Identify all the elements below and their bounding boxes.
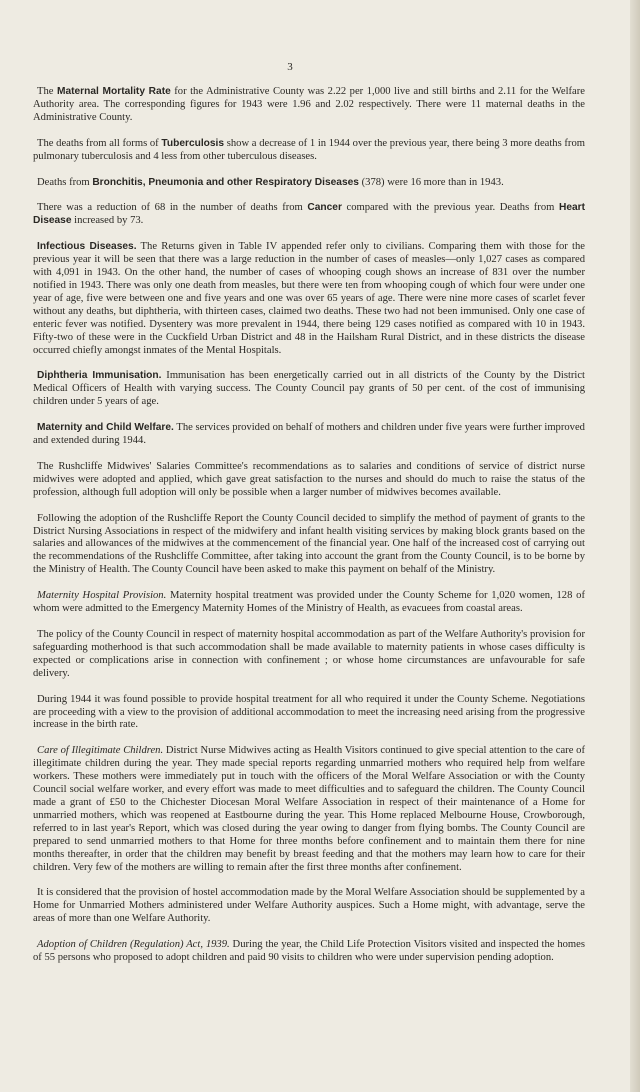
heading-illegitimate-children: Care of Illegitimate Children. [37,745,164,757]
paragraph-maternity-hospital: Maternity Hospital Provision. Maternity hospital treatment was provided under the County Scheme for 1,020 women, 128 of whom were admitted to the Emergency Maternity Homes of the Ministry of Health, as evacuees from coastal areas. [33,590,585,615]
paragraph-policy: The policy of the County Council in respect of maternity hospital accommodation as part of the Welfare Authority's provision for safeguarding motherhood is that such accommodation shall be made available to maternity patients in whose cases difficulty is expected or complications arise in connection with confinement ; or whose home circumstances are unfavourable for safe delivery. [33,629,585,679]
heading-maternity-hospital: Maternity Hospital Provision. [37,590,167,602]
page-number: 3 [287,61,293,73]
paragraph-rushcliffe: The Rushcliffe Midwives' Salaries Committee's recommendations as to salaries and conditions of service of district nurse midwives were adopted and applied, which gave great satisfaction to the nurses and should do much to raise the status of the profession, although full adoption will only be possible when a larger number of midwives becomes available. [33,460,585,498]
paragraph-maternal-mortality: The Maternal Mortality Rate for the Administrative County was 2.22 per 1,000 live and still births and 2.11 for the Welfare Authority area. The corresponding figures for 1943 were 1.96 and 2.02 respectively. There were 11 maternal deaths in the Administrative County. [33,86,585,123]
heading-tuberculosis: Tuberculosis [161,137,225,149]
paragraph-bronchitis: Deaths from Bronchitis, Pneumonia and other Respiratory Diseases (378) were 16 more than in 1943. [37,176,504,188]
paragraph-maternity-child-welfare: Maternity and Child Welfare. The services provided on behalf of mothers and children under five years were further improved and extended during 1944. [33,422,585,447]
paragraph-illegitimate-children: Care of Illegitimate Children. District Nurse Midwives acting as Health Visitors continued to give special attention to the care of illegitimate children during the year. They made special reports regarding unmarried mothers who required help from welfare workers. These mothers were immediately put in touch with the officers of the Moral Welfare Association or with the County Council social welfare worker, and every effort was made to meet difficulties and to safeguard the children. The County Council made a grant of £50 to the Chichester Diocesan Moral Welfare Association in respect of their maintenance of a Home for unmarried mothers, which was reopened at Eastbourne during the year. This Home replaced Melbourne House, Crowborough, referred to in last year's Report, which was closed during the year owing to danger from flying bombs. The County Council are prepared to send unmarried mothers to that Home for three months before confinement and to maintain them there for nine months thereafter, in order that the children may benefit by breast feeding and that the mothers may learn how to care for their children. Very few of the mothers are willing to remain after the first three months after confinement. [33,745,585,873]
heading-heart-disease: Heart Disease [33,202,586,227]
heading-adoption: Adoption of Children (Regulation) Act, 1939. [37,939,230,951]
paragraph-during-1944: During 1944 it was found possible to provide hospital treatment for all who required it under the County Scheme. Negotiations are proceeding with a view to the provision of additional accommodation to meet the increasing need arising from the progressive increase in the birth rate. [33,693,585,731]
heading-cancer: Cancer [307,202,342,214]
page-edge [630,0,640,1092]
paragraph-tuberculosis: The deaths from all forms of Tuberculosis show a decrease of 1 in 1944 over the previous year, there being 3 more deaths from pulmonary tuberculosis and 4 less from other tuberculous diseases. [33,137,585,162]
paragraph-adoption: Adoption of Children (Regulation) Act, 1939. During the year, the Child Life Protection Visitors visited and inspected the homes of 55 persons who proposed to adopt children and paid 90 visits to children who were under supervision pending adoption. [33,939,585,964]
heading-bronchitis: Bronchitis, Pneumonia and other Respiratory Diseases [92,176,359,188]
paragraph-cancer-heart: There was a reduction of 68 in the number of deaths from Cancer compared with the previous year. Deaths from Heart Disease increased by 73. [33,202,586,227]
paragraph-diphtheria-immunisation: Diphtheria Immunisation. Immunisation has been energetically carried out in all districts of the County by the District Medical Officers of Health with varying success. The County Council pay grants of 50 per cent. of the cost of immunising children under 5 years of age. [33,370,586,408]
document-body [33,86,585,978]
heading-maternal-mortality: Maternal Mortality Rate [56,86,171,97]
heading-infectious-diseases: Infectious Diseases. [37,241,137,253]
heading-maternity-child-welfare: Maternity and Child Welfare. [37,422,174,434]
paragraph-infectious-diseases: Infectious Diseases. The Returns given in Table IV appended refer only to civilians. Comparing them with those for the previous year it will be seen that there was a large reduction in the number of cases of measles—only 1,027 cases as compared with 4,091 in 1943. On the other hand, the number of cases of whooping cough shows an increase of 831 over the number notified in 1943. There was only one death from measles, but there were ten from whooping cough of which four were under one year of age, five were between one and five years and one was over 65 years of age. There were nine more cases of scarlet fever without any deaths, but diphtheria, with thirteen cases, claimed two deaths. These two had not been immunised. Only one case of enteric fever was notified. Dysentery was more prevalent in 1944, there being 129 cases notified as compared with 10 in 1943. Fifty-two of these were in the Cuckfield Urban District and 48 in the Hailsham Rural District, and in these districts the disease occurred chiefly amongst inmates of the Mental Hospitals. [33,241,585,356]
paragraph-hostel: It is considered that the provision of hostel accommodation made by the Moral Welfare Association should be supplemented by a Home for Unmarried Mothers administered under Welfare Authority auspices. Such a Home might, with advantage, serve the areas of more than one Welfare Authority. [33,887,585,925]
heading-diphtheria-immunisation: Diphtheria Immunisation. [37,370,162,382]
paragraph-block-grants: Following the adoption of the Rushcliffe Report the County Council decided to simplify the method of payment of grants to the District Nursing Associations in respect of the midwifery and infant health visiting services by making block grants based on the salaries and allowances of the midwives at the commencement of the financial year. One half of the increased cost of carrying out the recommendations of the Rushcliffe Committee, after taking into account the grant from the County Council, is to be borne by the Ministry of Health. The County Council have been asked to make this payment on behalf of the Ministry. [33,512,585,576]
